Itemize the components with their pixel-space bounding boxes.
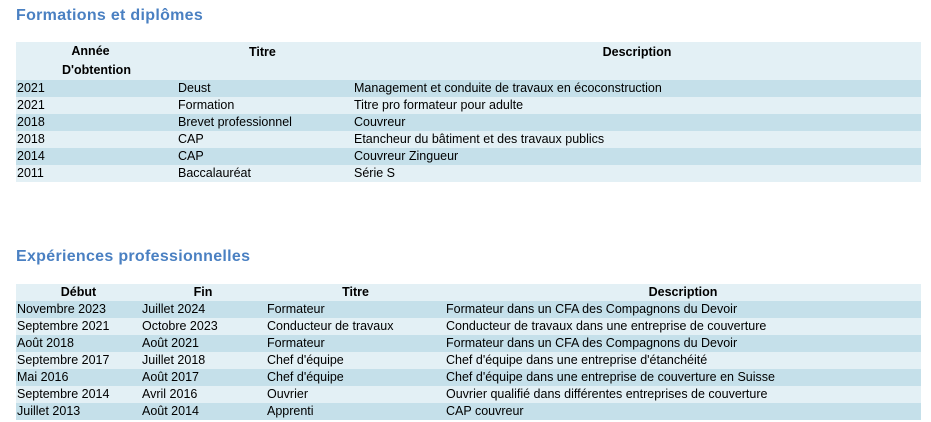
cell-debut: Mai 2016 — [16, 369, 141, 386]
cell-description: Conducteur de travaux dans une entreprise de couverture — [445, 318, 921, 335]
experiences-title: Expériences professionnelles — [16, 248, 251, 265]
cell-fin: Août 2021 — [141, 335, 266, 352]
cell-titre: Formation — [177, 97, 353, 114]
cell-titre: CAP — [177, 148, 353, 165]
cell-description: CAP couvreur — [445, 403, 921, 420]
cell-fin: Août 2017 — [141, 369, 266, 386]
cell-debut: Septembre 2021 — [16, 318, 141, 335]
cell-description: Ouvrier qualifié dans différentes entreprises de couverture — [445, 386, 921, 403]
cell-annee: 2014 — [16, 148, 177, 165]
cell-description: Chef d'équipe dans une entreprise de couverture en Suisse — [445, 369, 921, 386]
cell-description: Management et conduite de travaux en écoconstruction — [353, 80, 921, 97]
header-annee-line1: Année — [71, 44, 110, 58]
table-header-row — [16, 42, 921, 80]
cell-titre: Apprenti — [266, 403, 445, 420]
formations-table — [16, 42, 921, 182]
cell-titre: Chef d'équipe — [266, 369, 445, 386]
cell-titre: CAP — [177, 131, 353, 148]
cell-description: Titre pro formateur pour adulte — [353, 97, 921, 114]
table-row — [16, 148, 921, 165]
cell-fin: Juillet 2018 — [141, 352, 266, 369]
cell-fin: Octobre 2023 — [141, 318, 266, 335]
table-row — [16, 386, 921, 403]
table-row — [16, 301, 921, 318]
cell-fin: Juillet 2024 — [141, 301, 266, 318]
header-annee — [16, 42, 177, 80]
cell-annee: 2021 — [16, 80, 177, 97]
cell-description: Série S — [353, 165, 921, 182]
cell-description: Couvreur Zingueur — [353, 148, 921, 165]
cell-debut: Novembre 2023 — [16, 301, 141, 318]
header-description: Description — [353, 42, 921, 80]
cell-description: Formateur dans un CFA des Compagnons du Devoir — [445, 335, 921, 352]
cell-annee: 2011 — [16, 165, 177, 182]
cell-fin: Avril 2016 — [141, 386, 266, 403]
table-row — [16, 335, 921, 352]
cell-titre: Ouvrier — [266, 386, 445, 403]
table-row — [16, 97, 921, 114]
table-row — [16, 165, 921, 182]
table-row — [16, 318, 921, 335]
cell-fin: Août 2014 — [141, 403, 266, 420]
cell-description: Chef d'équipe dans une entreprise d'étanchéité — [445, 352, 921, 369]
cell-annee: 2021 — [16, 97, 177, 114]
cell-description: Etancheur du bâtiment et des travaux publics — [353, 131, 921, 148]
table-row — [16, 369, 921, 386]
header-titre: Titre — [266, 284, 445, 301]
table-row — [16, 114, 921, 131]
header-fin: Fin — [141, 284, 266, 301]
cell-titre: Brevet professionnel — [177, 114, 353, 131]
cell-debut: Août 2018 — [16, 335, 141, 352]
header-description: Description — [445, 284, 921, 301]
header-annee-line2: D'obtention — [62, 63, 131, 77]
cell-description: Formateur dans un CFA des Compagnons du Devoir — [445, 301, 921, 318]
header-titre: Titre — [177, 42, 353, 80]
table-row — [16, 131, 921, 148]
cell-debut: Septembre 2014 — [16, 386, 141, 403]
cell-titre: Conducteur de travaux — [266, 318, 445, 335]
cell-titre: Formateur — [266, 301, 445, 318]
cell-annee: 2018 — [16, 114, 177, 131]
cell-titre: Deust — [177, 80, 353, 97]
cell-titre: Baccalauréat — [177, 165, 353, 182]
header-debut: Début — [16, 284, 141, 301]
cell-annee: 2018 — [16, 131, 177, 148]
table-row — [16, 80, 921, 97]
formations-title: Formations et diplômes — [16, 7, 204, 24]
table-header-row — [16, 284, 921, 301]
table-row — [16, 352, 921, 369]
cell-debut: Septembre 2017 — [16, 352, 141, 369]
cell-titre: Formateur — [266, 335, 445, 352]
table-row — [16, 403, 921, 420]
cell-description: Couvreur — [353, 114, 921, 131]
cell-titre: Chef d'équipe — [266, 352, 445, 369]
cell-debut: Juillet 2013 — [16, 403, 141, 420]
experiences-table — [16, 284, 921, 420]
